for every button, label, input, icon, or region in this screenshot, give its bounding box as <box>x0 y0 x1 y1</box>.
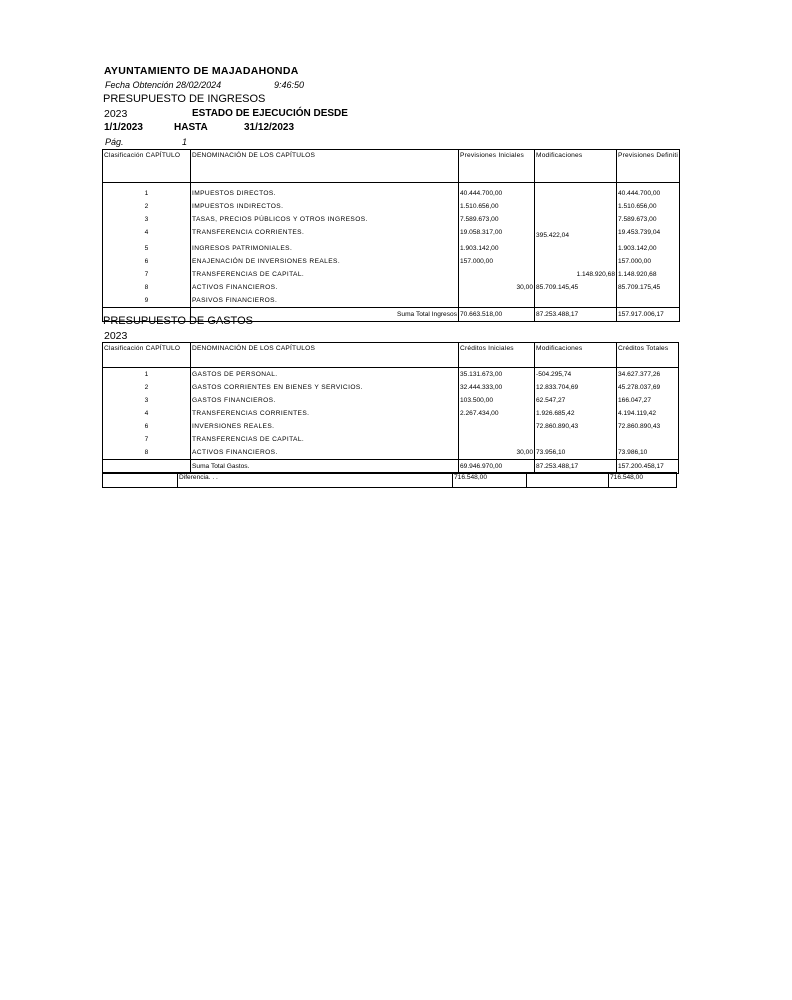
cap-denominacion: TASAS, PRECIOS PÚBLICOS Y OTROS INGRESOS. <box>191 213 459 226</box>
fecha-obtencion: Fecha Obtención 28/02/2024 <box>105 80 222 90</box>
table-row <box>103 433 679 446</box>
diferencia-inicial: 716.548,00 <box>453 473 527 488</box>
page-label: Pág. <box>105 137 124 147</box>
creditos-totales-value: 34.627.377,26 <box>617 368 679 382</box>
creditos-iniciales-value: 30,00 <box>459 446 535 460</box>
cap-number: 3 <box>103 213 191 226</box>
modificaciones-value <box>535 200 617 213</box>
cap-denominacion: GASTOS DE PERSONAL. <box>191 368 459 382</box>
modificaciones-value: 395.422,04 <box>535 226 617 242</box>
header-creditos-iniciales: Créditos Iniciales <box>459 343 535 368</box>
table-row <box>103 281 680 294</box>
header-creditos-totales: Créditos Totales <box>617 343 679 368</box>
previsiones-iniciales-value <box>459 294 535 308</box>
modificaciones-value <box>535 294 617 308</box>
table-row <box>103 394 679 407</box>
previsiones-definitivas-value: 1.148.920,68 <box>617 268 680 281</box>
header-modificaciones: Modificaciones <box>535 343 617 368</box>
header-denominacion: DENOMINACIÓN DE LOS CAPÍTULOS <box>191 150 459 183</box>
header-clasificacion: Clasificación CAPÍTULO <box>103 150 191 183</box>
previsiones-iniciales-value: 40.444.700,00 <box>459 187 535 200</box>
creditos-iniciales-value: 2.267.434,00 <box>459 407 535 420</box>
creditos-iniciales-value <box>459 433 535 446</box>
cap-denominacion: INVERSIONES REALES. <box>191 420 459 433</box>
organization-name: AYUNTAMIENTO DE MAJADAHONDA <box>104 65 299 77</box>
modificaciones-value: 85.709.145,45 <box>535 281 617 294</box>
section-title-gastos: PRESUPUESTO DE GASTOS <box>103 315 253 327</box>
modificaciones-value: 12.833.704,69 <box>535 381 617 394</box>
total-previsiones-definitivas: 157.917.006,17 <box>617 308 680 322</box>
cap-denominacion: GASTOS FINANCIEROS. <box>191 394 459 407</box>
creditos-totales-value: 166.047,27 <box>617 394 679 407</box>
creditos-totales-value: 4.194.119,42 <box>617 407 679 420</box>
diferencia-row <box>103 473 677 488</box>
cap-number: 2 <box>103 381 191 394</box>
modificaciones-value <box>535 187 617 200</box>
hora-obtencion: 9:46:50 <box>274 80 305 90</box>
total-modificaciones: 87.253.488,17 <box>535 460 617 474</box>
total-previsiones-iniciales: 70.663.518,00 <box>459 308 535 322</box>
previsiones-iniciales-value: 7.589.673,00 <box>459 213 535 226</box>
table-row <box>103 407 679 420</box>
previsiones-definitivas-value: 19.453.739,04 <box>617 226 680 242</box>
cap-denominacion: ACTIVOS FINANCIEROS. <box>191 446 459 460</box>
modificaciones-value: 1.926.685,42 <box>535 407 617 420</box>
previsiones-definitivas-value: 1.903.142,00 <box>617 242 680 255</box>
previsiones-iniciales-value: 157.000,00 <box>459 255 535 268</box>
modificaciones-value <box>535 242 617 255</box>
table-row <box>103 213 680 226</box>
table-row <box>103 294 680 308</box>
cap-denominacion: TRANSFERENCIAS DE CAPITAL. <box>191 433 459 446</box>
previsiones-definitivas-value: 157.000,00 <box>617 255 680 268</box>
previsiones-iniciales-value <box>459 268 535 281</box>
creditos-totales-value <box>617 433 679 446</box>
table-row <box>103 446 679 460</box>
table-row <box>103 268 680 281</box>
table-row <box>103 242 680 255</box>
table-row <box>103 255 680 268</box>
cap-number: 7 <box>103 268 191 281</box>
table-row <box>103 381 679 394</box>
cap-number: 8 <box>103 446 191 460</box>
fecha-desde: 1/1/2023 <box>104 122 143 133</box>
table-row <box>103 226 680 242</box>
previsiones-definitivas-value: 85.709.175,45 <box>617 281 680 294</box>
modificaciones-value: -504.295,74 <box>535 368 617 382</box>
cap-number: 5 <box>103 242 191 255</box>
modificaciones-value <box>535 433 617 446</box>
cap-denominacion: TRANSFERENCIAS CORRIENTES. <box>191 407 459 420</box>
modificaciones-value: 72.860.890,43 <box>535 420 617 433</box>
cap-number: 3 <box>103 394 191 407</box>
previsiones-iniciales-value: 19.058.317,00 <box>459 226 535 242</box>
header-previsiones-iniciales: Previsiones Iniciales <box>459 150 535 183</box>
modificaciones-value: 62.547,27 <box>535 394 617 407</box>
hasta-label: HASTA <box>174 122 208 133</box>
header-clasificacion: Clasificación CAPÍTULO <box>103 343 191 368</box>
creditos-iniciales-value <box>459 420 535 433</box>
creditos-iniciales-value: 35.131.673,00 <box>459 368 535 382</box>
modificaciones-value <box>535 255 617 268</box>
header-denominacion: DENOMINACIÓN DE LOS CAPÍTULOS <box>191 343 459 368</box>
section-title-ingresos: PRESUPUESTO DE INGRESOS <box>103 93 266 105</box>
ingresos-table <box>102 149 680 322</box>
previsiones-definitivas-value: 7.589.673,00 <box>617 213 680 226</box>
modificaciones-value <box>535 213 617 226</box>
total-modificaciones: 87.253.488,17 <box>535 308 617 322</box>
cap-number: 9 <box>103 294 191 308</box>
total-ingresos-label: Suma Total Ingresos <box>191 308 459 322</box>
table-row <box>103 420 679 433</box>
cap-number: 1 <box>103 368 191 382</box>
table-row <box>103 200 680 213</box>
cap-number: 7 <box>103 433 191 446</box>
previsiones-definitivas-value <box>617 294 680 308</box>
previsiones-iniciales-value: 1.510.656,00 <box>459 200 535 213</box>
cap-denominacion: GASTOS CORRIENTES EN BIENES Y SERVICIOS. <box>191 381 459 394</box>
total-creditos-iniciales: 69.946.970,00 <box>459 460 535 474</box>
total-creditos-totales: 157.200.458,17 <box>617 460 679 474</box>
cap-denominacion: INGRESOS PATRIMONIALES. <box>191 242 459 255</box>
previsiones-definitivas-value: 1.510.656,00 <box>617 200 680 213</box>
cap-number: 4 <box>103 226 191 242</box>
estado-label: ESTADO DE EJECUCIÓN DESDE <box>192 108 348 119</box>
fecha-hasta: 31/12/2023 <box>244 122 295 133</box>
page-number: 1 <box>182 137 188 147</box>
creditos-iniciales-value: 32.444.333,00 <box>459 381 535 394</box>
cap-denominacion: ENAJENACIÓN DE INVERSIONES REALES. <box>191 255 459 268</box>
total-gastos-label: Suma Total Gastos. <box>191 460 459 474</box>
cap-denominacion: PASIVOS FINANCIEROS. <box>191 294 459 308</box>
creditos-totales-value: 73.986,10 <box>617 446 679 460</box>
cap-number: 1 <box>103 187 191 200</box>
cap-denominacion: TRANSFERENCIA CORRIENTES. <box>191 226 459 242</box>
cap-denominacion: IMPUESTOS INDIRECTOS. <box>191 200 459 213</box>
header-previsiones-definitivas: Previsiones Definiti <box>617 150 680 183</box>
previsiones-iniciales-value: 30,00 <box>459 281 535 294</box>
modificaciones-value: 73.956,10 <box>535 446 617 460</box>
cap-number: 6 <box>103 420 191 433</box>
table-row <box>103 187 680 200</box>
cap-number: 8 <box>103 281 191 294</box>
creditos-totales-value: 45.278.037,69 <box>617 381 679 394</box>
previsiones-iniciales-value: 1.903.142,00 <box>459 242 535 255</box>
table-row <box>103 368 679 382</box>
cap-denominacion: TRANSFERENCIAS DE CAPITAL. <box>191 268 459 281</box>
diferencia-table <box>102 472 677 488</box>
previsiones-definitivas-value: 40.444.700,00 <box>617 187 680 200</box>
cap-denominacion: IMPUESTOS DIRECTOS. <box>191 187 459 200</box>
creditos-iniciales-value: 103.500,00 <box>459 394 535 407</box>
cap-number: 6 <box>103 255 191 268</box>
year-gastos: 2023 <box>104 330 128 342</box>
cap-denominacion: ACTIVOS FINANCIEROS. <box>191 281 459 294</box>
cap-number: 4 <box>103 407 191 420</box>
diferencia-total: 716.548,00 <box>609 473 677 488</box>
cap-number: 2 <box>103 200 191 213</box>
header-modificaciones: Modificaciones <box>535 150 617 183</box>
modificaciones-value: 1.148.920,68 <box>535 268 617 281</box>
creditos-totales-value: 72.860.890,43 <box>617 420 679 433</box>
diferencia-label: Diferencia. . . <box>178 473 453 488</box>
year-ingresos: 2023 <box>104 108 128 120</box>
gastos-table <box>102 342 679 474</box>
